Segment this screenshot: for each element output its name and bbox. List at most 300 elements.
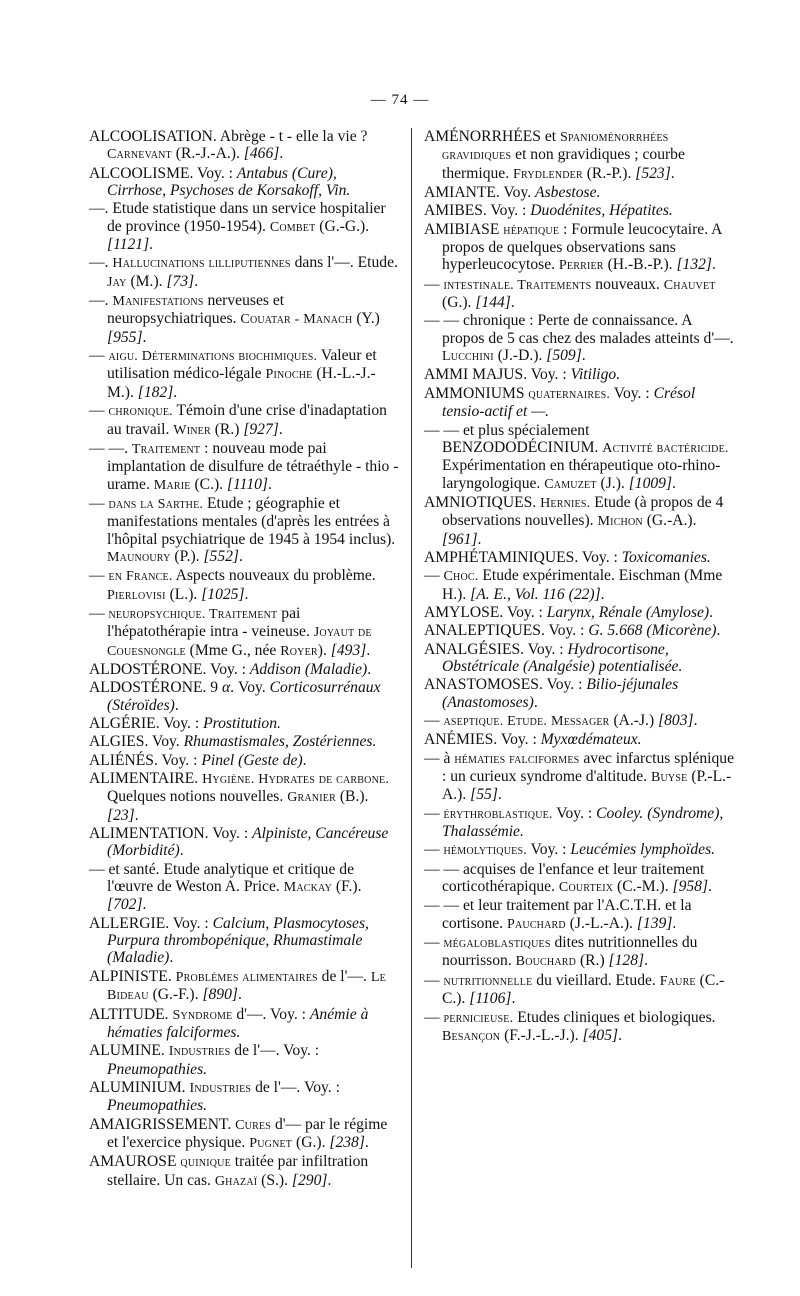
entry-italic-text: Alpiniste, Cancéreuse (Morbidité)	[107, 825, 389, 860]
entry-text: Quelques notions nouvelles.	[107, 788, 288, 806]
entry-smallcaps-text: Mackay	[283, 879, 332, 896]
entry-text: .	[142, 328, 147, 346]
index-entry	[424, 128, 734, 183]
entry-smallcaps-text: Buyse	[650, 769, 688, 786]
entry-italic-text: Asbestose.	[535, 184, 601, 202]
entry-text: .	[672, 474, 676, 492]
entry-italic-text: [144]	[475, 294, 511, 312]
entry-text: d'— par le régime et l'exercice physique.	[107, 1115, 388, 1151]
entry-smallcaps-text: Industries	[189, 1079, 252, 1096]
entry-italic-text: Antabus (Cure), Cirrhose, Psychoses de Korsakoff, Vin.	[107, 164, 351, 200]
entry-text: Etude ; géographie et manifestations mentales (d'après les entrées à l'hôpital psychiatrique de 1945 à 1954 inclus).	[107, 494, 396, 548]
index-entry	[424, 731, 734, 748]
entry-italic-text: [405]	[582, 1026, 619, 1044]
entry-italic-text: α	[221, 679, 231, 697]
entry-smallcaps-text: Problèmes alimentaires	[175, 968, 318, 985]
entry-text: nerveuses et neuropsychiatriques.	[107, 292, 285, 328]
entry-text: ALIMENTAIRE.	[89, 770, 203, 788]
entry-smallcaps-text: Marie	[153, 476, 191, 493]
entry-text: ANASTOMOSES. Voy. :	[424, 676, 587, 694]
entry-text: — — et leur traitement par l'A.C.T.H. et la cortisone.	[424, 897, 692, 932]
index-entry	[424, 712, 734, 730]
entry-text: .	[142, 896, 147, 914]
index-entry	[89, 861, 399, 914]
entry-italic-text: [238]	[329, 1133, 365, 1151]
entry-text: —	[424, 841, 444, 859]
entry-text: .	[302, 751, 307, 769]
index-entry	[89, 1153, 399, 1190]
entry-smallcaps-text: Choc.	[443, 568, 479, 585]
entry-smallcaps-text: Industries	[168, 1043, 231, 1060]
entry-text: .	[716, 622, 721, 640]
entry-text: — — et plus spécialement BENZODODÉCINIUM.	[424, 421, 603, 456]
entry-text: et non gravidiques ; courbe thermique.	[442, 146, 685, 182]
entry-text: (Mme G., née	[185, 641, 281, 659]
index-entry	[424, 604, 734, 621]
entry-text: .	[672, 914, 677, 932]
entry-text: —	[89, 604, 109, 622]
page-number: — 74 —	[370, 92, 430, 108]
index-entry	[424, 805, 734, 841]
entry-text: .	[533, 693, 538, 711]
entry-smallcaps-text: Combet	[269, 218, 316, 235]
entry-text: de l'—. Voy. :	[251, 1078, 340, 1096]
index-entry	[89, 605, 399, 660]
entry-text: — à	[424, 749, 455, 767]
entry-text: Etudes cliniques et biologiques.	[513, 1008, 716, 1026]
entry-smallcaps-text: Hallucinations lilliputiennes	[112, 255, 291, 272]
entry-text: —	[424, 971, 444, 989]
entry-smallcaps-text: Traitement	[131, 440, 201, 457]
entry-smallcaps-text: Hernies.	[540, 494, 591, 511]
entry-italic-text: [927]	[243, 420, 279, 438]
entry-smallcaps-text: Activité bactéricide.	[602, 439, 729, 456]
entry-smallcaps-text: aseptique. Etude.	[443, 713, 548, 729]
entry-text: AMNIOTIQUES.	[424, 493, 541, 511]
entry-text: ALCOOLISATION. Abrège - t - elle la vie ?	[89, 128, 368, 145]
entry-smallcaps-text: hépatique	[503, 221, 560, 238]
entry-smallcaps-text: Pinoche	[265, 366, 313, 383]
index-entry	[89, 752, 399, 769]
entry-text: (R.)	[210, 420, 244, 438]
index-entry	[424, 202, 734, 219]
entry-text: ALUMINIUM.	[89, 1078, 190, 1096]
entry-italic-text: Pinel (Geste de)	[201, 751, 303, 769]
index-entry	[89, 165, 399, 200]
entry-italic-text: [509]	[546, 347, 582, 365]
entry-text: .	[244, 585, 249, 603]
entry-text: —	[424, 275, 444, 293]
index-entry	[424, 972, 734, 1008]
index-entry	[89, 825, 399, 860]
entry-italic-text: [A. E., Vol. 116 (22)]	[470, 585, 601, 603]
entry-text: ALIÉNÉS. Voy. :	[89, 751, 202, 769]
entry-italic-text: [890]	[202, 986, 238, 1004]
entry-italic-text: G. 5.668 (Micorène)	[588, 622, 717, 640]
entry-smallcaps-text: Camuzet	[544, 475, 597, 492]
entry-italic-text: Addison (Maladie)	[249, 660, 368, 678]
entry-text: —	[89, 567, 109, 585]
entry-text: — — acquises de l'enfance et leur traitement corticothérapique.	[424, 860, 705, 896]
entry-text: AMMI MAJUS. Voy. :	[424, 366, 571, 384]
entry-italic-text: Anémie à hématies falciformes.	[107, 1005, 369, 1041]
entry-text: —	[424, 1008, 444, 1026]
entry-text: : nouveau mode pai implantation de disulfure de tétraéthyle - thio - urame.	[107, 439, 399, 493]
entry-text: (J.-D.).	[493, 347, 547, 365]
index-entry	[89, 567, 399, 604]
entry-text: ALLERGIE. Voy. :	[89, 914, 213, 932]
entry-smallcaps-text: Hygiène. Hydrates de carbone.	[202, 771, 390, 788]
entry-text: d'—. Voy. :	[232, 1005, 310, 1023]
entry-italic-text: [466]	[243, 145, 280, 163]
entry-smallcaps-text: Granier	[287, 789, 336, 806]
entry-text: dites nutritionnelles du nourrisson.	[442, 934, 698, 970]
entry-text: —.	[89, 292, 113, 310]
entry-italic-text: Pneumopathies.	[107, 1060, 208, 1078]
entry-text: .	[477, 530, 482, 548]
entry-italic-text: [1121]	[107, 236, 150, 254]
entry-italic-text: [803]	[658, 712, 694, 729]
entry-italic-text: Toxicomanies.	[621, 548, 711, 566]
entry-text: (B.).	[335, 788, 369, 806]
entry-smallcaps-text: Cures	[235, 1116, 272, 1133]
entry-text: ANÉMIES. Voy. :	[424, 731, 541, 749]
entry-text: .	[511, 990, 516, 1008]
entry-italic-text: [1009]	[628, 474, 673, 492]
entry-text: (H.-L.-J.-M.).	[107, 365, 376, 401]
index-entry	[424, 366, 734, 383]
index-entry	[424, 750, 734, 804]
entry-text: AMMONIUMS	[424, 384, 529, 402]
entry-text: .	[279, 145, 284, 163]
entry-italic-text: Pneumopathies.	[107, 1097, 208, 1115]
index-entry	[89, 733, 399, 750]
entry-text: .	[327, 1171, 332, 1189]
entry-text: AMYLOSE. Voy. :	[424, 603, 547, 621]
entry-text: (R.)	[576, 952, 609, 970]
entry-smallcaps-text: Michon	[597, 513, 643, 530]
entry-text: Voy. :	[610, 384, 654, 402]
entry-text: nouveaux.	[591, 275, 664, 293]
index-entry	[424, 861, 734, 897]
index-entry	[89, 915, 399, 967]
entry-text: ALTITUDE.	[89, 1005, 173, 1023]
entry-text: . Voy.	[230, 679, 270, 697]
entry-text: — —.	[89, 439, 132, 457]
entry-smallcaps-text: Carnevant	[107, 146, 172, 163]
entry-text: ALIMENTATION. Voy. :	[89, 825, 253, 843]
index-entry	[89, 347, 399, 401]
entry-text: (C.-M.).	[613, 878, 673, 896]
entry-text: .	[364, 1133, 369, 1151]
entry-italic-text: [955]	[107, 328, 143, 346]
entry-text: Etude expérimentale. Eischman (Mme H.).	[442, 567, 723, 603]
entry-italic-text: [958]	[672, 878, 709, 896]
entry-italic-text: Vitiligo.	[570, 366, 621, 384]
entry-text: (C.-C.).	[442, 971, 725, 1008]
entry-italic-text: Prostitution.	[203, 715, 281, 732]
entry-text: —	[89, 494, 109, 512]
entry-smallcaps-text: Messager	[551, 713, 610, 729]
entry-smallcaps-text: Faure	[659, 972, 696, 989]
entry-italic-text: [132]	[676, 256, 712, 274]
entry-italic-text: Rhumastismales, Zostériennes.	[183, 733, 377, 751]
entry-text: .	[134, 806, 139, 824]
index-entry	[424, 422, 734, 493]
index-entry	[89, 1042, 399, 1078]
index-entry	[89, 770, 399, 824]
entry-text: .	[194, 272, 199, 290]
entry-smallcaps-text: Frydlender	[513, 165, 583, 182]
entry-smallcaps-text: Couatar - Manach	[240, 311, 353, 328]
entry-italic-text: [1106]	[469, 990, 512, 1008]
index-entry	[424, 1009, 734, 1046]
entry-smallcaps-text: Winer	[173, 421, 211, 438]
entry-text: .	[510, 294, 515, 312]
entry-text: (Y.)	[352, 310, 380, 328]
entry-text: .	[618, 1026, 622, 1044]
entry-smallcaps-text: neuropsychique. Traitement	[108, 605, 278, 622]
entry-text: — — chronique : Perte de connaissance. A propos de 5 cas chez des malades atteints d'—.	[424, 312, 734, 347]
entry-text: traitée par infiltration stellaire. Un cas.	[107, 1153, 369, 1189]
entry-smallcaps-text: Manifestations	[112, 293, 204, 310]
entry-smallcaps-text: dans la Sarthe.	[108, 495, 204, 512]
entry-text: ALUMINE.	[89, 1042, 169, 1060]
entry-text: .	[366, 641, 371, 659]
entry-smallcaps-text: intestinale. Traitements	[443, 276, 592, 293]
entry-text: (J.).	[596, 474, 629, 492]
entry-italic-text: [73]	[166, 272, 195, 290]
entry-italic-text: Corticosurrénaux (Stéroïdes)	[107, 679, 381, 714]
entry-text: (L.).	[165, 585, 202, 603]
index-entry	[89, 968, 399, 1005]
entry-text: de l'—.	[317, 967, 371, 985]
left-column	[89, 128, 411, 1268]
entry-text: ).	[317, 641, 331, 659]
entry-smallcaps-text: Ghazaï	[214, 1172, 258, 1189]
index-entry	[89, 715, 399, 732]
entry-text: ALDOSTÉRONE. Voy. :	[89, 660, 250, 678]
entry-smallcaps-text: Pugnet	[249, 1134, 293, 1151]
entry-text: pai l'hépatothérapie intra - veineuse.	[107, 604, 314, 641]
entry-italic-text: [290]	[291, 1171, 328, 1189]
entry-italic-text: [1110]	[226, 475, 268, 493]
entry-text: .	[644, 952, 648, 970]
entry-smallcaps-text: Courteix	[558, 879, 614, 896]
index-columns	[89, 128, 741, 1268]
entry-smallcaps-text: Joyaut de Couesnongle	[107, 624, 372, 659]
entry-text: (G.-A.).	[642, 512, 697, 530]
entry-text: —	[424, 567, 444, 585]
index-entry	[424, 897, 734, 933]
index-entry	[424, 622, 734, 639]
entry-italic-text: Hydrocortisone, Obstétricale (Analgésie) potentialisée.	[442, 640, 683, 675]
entry-text: Voy. :	[526, 841, 571, 859]
entry-text: (G.-G.).	[315, 217, 370, 235]
index-entry	[424, 312, 734, 365]
entry-italic-text: Duodénites, Hépatites.	[530, 202, 673, 220]
entry-text: (J.-L.-A.).	[565, 914, 637, 932]
index-entry	[89, 495, 399, 566]
index-entry	[89, 679, 399, 714]
entry-text: .	[173, 383, 178, 401]
index-entry	[424, 567, 734, 603]
entry-text: Expérimentation en thérapeutique oto-rhino-laryngologique.	[442, 457, 721, 492]
entry-smallcaps-text: Jay	[107, 273, 127, 290]
entry-text: Valeur et utilisation médico-légale	[107, 347, 377, 383]
entry-italic-text: [702]	[107, 896, 143, 914]
entry-smallcaps-text: Bouchard	[515, 953, 577, 970]
entry-text: AMIBES. Voy. :	[424, 202, 531, 220]
entry-smallcaps-text: nutritionnelle	[443, 972, 533, 989]
entry-smallcaps-text: hémolytiques.	[443, 842, 527, 859]
entry-smallcaps-text: pernicieuse.	[443, 1009, 514, 1026]
entry-smallcaps-text: Le Bideau	[107, 968, 386, 1004]
entry-text: .	[693, 712, 698, 729]
entry-text: (G.).	[292, 1133, 330, 1151]
index-entry	[89, 661, 399, 678]
entry-text: (M.).	[126, 272, 167, 290]
entry-text: —	[424, 804, 444, 822]
entry-text: .	[169, 949, 174, 967]
entry-smallcaps-text: Maunoury	[107, 548, 171, 565]
entry-text: (R.-P.).	[582, 164, 636, 182]
entry-text: —.	[89, 254, 113, 272]
entry-text: ANALGÉSIES. Voy. :	[424, 640, 568, 658]
index-entry	[424, 494, 734, 548]
entry-smallcaps-text: Pauchard	[506, 915, 566, 932]
entry-text: .	[149, 236, 154, 254]
entry-text: avec infarctus splénique : un curieux syndrome d'altitude.	[442, 749, 735, 786]
entry-text: Etude (à propos de 4 observations nouvelles).	[442, 493, 724, 530]
entry-italic-text: Myxœdémateux.	[540, 731, 642, 749]
index-entry	[424, 184, 734, 201]
entry-italic-text: Calcium, Plasmocytoses, Purpura thrombopénique, Rhumastimale (Maladie)	[107, 914, 369, 967]
entry-text: .	[670, 164, 675, 182]
entry-smallcaps-text: Besançon	[442, 1027, 501, 1044]
entry-text: du vieillard. Etude.	[532, 971, 660, 989]
index-entry	[89, 128, 399, 164]
entry-italic-text: Bilio-jéjunales (Anastomoses)	[442, 676, 679, 711]
entry-text: .	[278, 420, 283, 438]
entry-text: (A.-J.)	[609, 712, 659, 729]
index-entry	[424, 641, 734, 676]
entry-text: —	[424, 712, 444, 729]
entry-text: dans l'—. Etude.	[290, 254, 398, 272]
entry-text: .	[708, 878, 712, 896]
entry-text: (F.).	[332, 878, 362, 896]
entry-italic-text: [182]	[137, 383, 174, 401]
entry-text: AMIANTE. Voy.	[424, 184, 536, 202]
entry-text: AMAUROSE	[89, 1153, 181, 1171]
entry-text: (S.).	[257, 1171, 292, 1189]
entry-text: Voy. :	[552, 804, 597, 822]
entry-text: Témoin d'une crise d'inadaptation au travail.	[107, 402, 387, 438]
entry-smallcaps-text: érythroblastique.	[443, 805, 553, 822]
entry-text: ALCOOLISME. Voy. :	[89, 164, 237, 182]
entry-text: ALDOSTÉRONE. 9	[89, 679, 222, 697]
entry-smallcaps-text: en France.	[108, 568, 173, 585]
index-entry	[89, 1006, 399, 1042]
entry-smallcaps-text: quaternaires.	[528, 385, 611, 402]
entry-italic-text: [523]	[635, 164, 671, 182]
entry-text: ALGÉRIE. Voy. :	[89, 715, 204, 732]
entry-text: .	[179, 842, 184, 860]
entry-italic-text: [1025]	[201, 585, 245, 603]
entry-smallcaps-text: Syndrome	[172, 1006, 233, 1023]
right-column	[411, 128, 734, 1268]
index-entry	[89, 1116, 399, 1153]
entry-italic-text: Leucémies lymphoïdes.	[570, 841, 716, 859]
entry-text: .	[600, 585, 605, 603]
entry-smallcaps-text: quinique	[180, 1154, 231, 1171]
entry-text: ALPINISTE.	[89, 967, 176, 985]
entry-text: —	[424, 934, 444, 952]
entry-text: .	[581, 347, 586, 365]
entry-text: —	[89, 402, 109, 420]
entry-text: (P.-L.-A.).	[442, 768, 732, 804]
entry-text: ALGIES. Voy.	[89, 733, 184, 751]
entry-text: de l'—. Voy. :	[230, 1042, 320, 1060]
entry-text: AMÉNORRHÉES et	[424, 128, 561, 145]
index-entry	[89, 200, 399, 253]
entry-text: ANALEPTIQUES. Voy. :	[424, 622, 589, 640]
entry-smallcaps-text: chronique.	[108, 403, 173, 420]
entry-text: AMPHÉTAMINIQUES. Voy. :	[424, 548, 622, 566]
entry-italic-text: Cooley. (Syndrome), Thalassémie.	[442, 804, 724, 841]
entry-smallcaps-text: Lucchini	[442, 348, 494, 365]
entry-smallcaps-text: mégaloblastiques	[443, 935, 551, 952]
entry-smallcaps-text: Pierlovisi	[107, 586, 166, 603]
entry-text: (C.).	[190, 475, 227, 493]
entry-text: : Formule leucocytaire. A propos de quelques observations sans hyperleucocytose.	[442, 220, 722, 274]
entry-text: (R.-J.-A.).	[171, 145, 244, 163]
entry-smallcaps-text: aigu. Déterminations biochimiques.	[108, 348, 318, 365]
index-entry	[89, 254, 399, 291]
index-entry	[424, 676, 734, 711]
entry-italic-text: [128]	[608, 952, 645, 970]
index-entry	[89, 1079, 399, 1115]
entry-italic-text: Crésol tensio-actif et —.	[442, 384, 696, 421]
entry-italic-text: [961]	[442, 530, 478, 548]
entry-text: —. Etude statistique dans un service hospitalier de province (1950-1954).	[89, 200, 386, 235]
index-entry	[424, 549, 734, 566]
entry-text: (P.).	[170, 547, 204, 565]
index-entry	[89, 440, 399, 494]
index-entry	[424, 385, 734, 421]
entry-smallcaps-text: Perrier	[558, 257, 604, 274]
entry-smallcaps-text: Spanioménorrhées gravidiques	[442, 129, 669, 164]
entry-text: .	[709, 603, 714, 621]
entry-text: Aspects nouveaux du problème.	[172, 567, 376, 585]
entry-italic-text: Larynx, Rénale (Amylose)	[546, 603, 710, 621]
entry-text: AMAIGRISSEMENT.	[89, 1115, 236, 1133]
index-entry	[89, 292, 399, 346]
entry-text: —	[89, 347, 109, 365]
entry-italic-text: [55]	[470, 786, 498, 804]
entry-text: .	[267, 475, 272, 493]
index-entry	[89, 402, 399, 439]
entry-italic-text: [493]	[330, 641, 367, 659]
index-entry	[424, 934, 734, 971]
entry-text: .	[497, 786, 502, 804]
entry-smallcaps-text: Royer	[280, 642, 318, 659]
entry-text: (F.-J.-L.-J.).	[500, 1026, 583, 1044]
entry-text: (H.-B.-P.).	[603, 256, 677, 274]
entry-smallcaps-text: Chauvet	[663, 276, 716, 293]
entry-text: .	[367, 660, 372, 678]
entry-italic-text: [552]	[203, 547, 239, 565]
